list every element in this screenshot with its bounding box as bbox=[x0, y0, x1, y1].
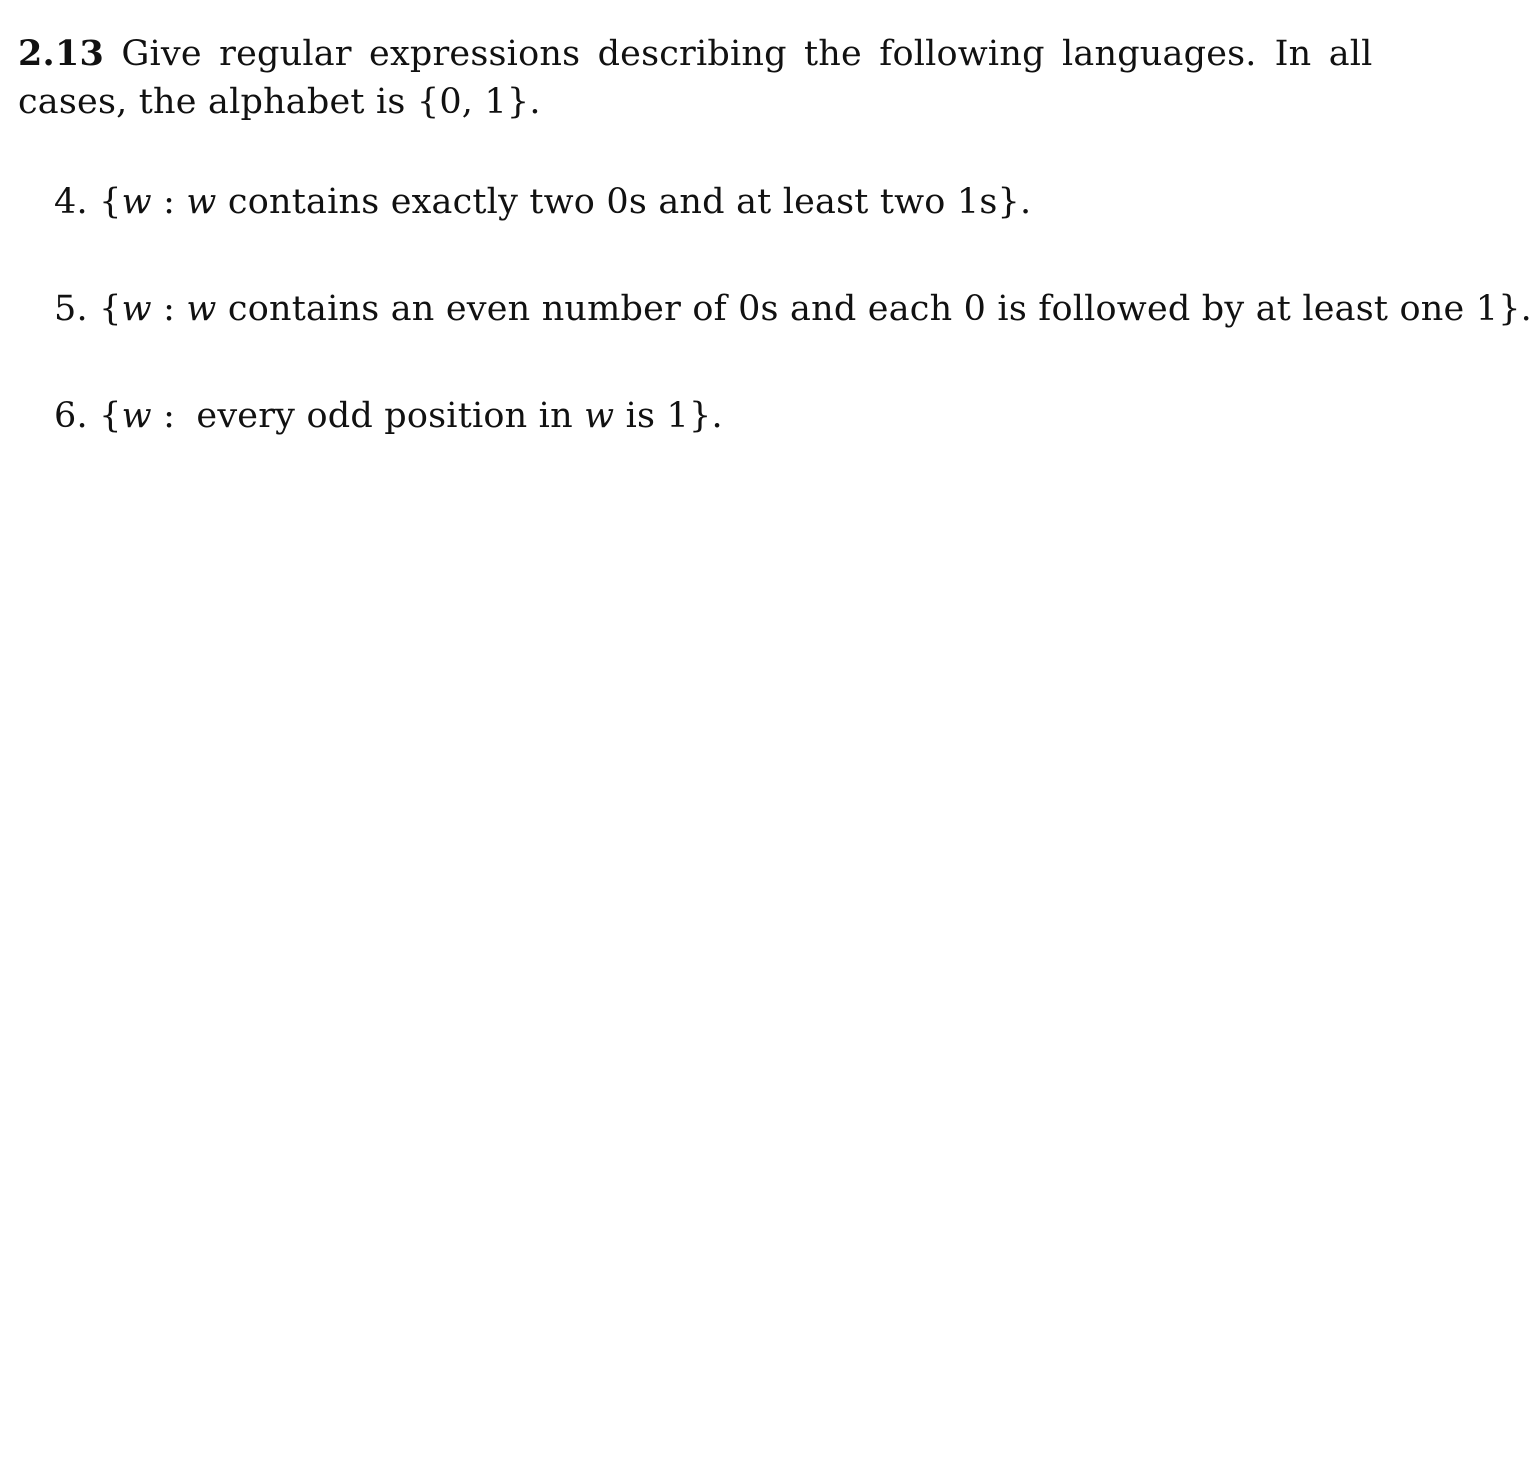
item-text: contains an even number of 0s and each 0 is followed by at least one 1 bbox=[227, 289, 1499, 329]
problem-intro-line-2 bbox=[18, 78, 541, 126]
problem-intro-text: Give regular expressions describing the following languages. bbox=[121, 34, 1257, 74]
set-colon: : bbox=[163, 289, 176, 329]
set-open-brace: { bbox=[99, 182, 122, 222]
math-variable-w: w bbox=[121, 289, 152, 329]
problem-intro-text-2: cases, the alphabet is {0, 1}. bbox=[18, 82, 541, 122]
problem-number: 2.13 bbox=[18, 33, 105, 74]
list-item-4 bbox=[54, 178, 1031, 226]
item-text: contains exactly two 0s and at least two 1s bbox=[227, 182, 998, 222]
set-close-brace: }. bbox=[997, 182, 1032, 222]
item-number: 6. bbox=[54, 396, 88, 436]
set-close-brace: }. bbox=[1498, 289, 1532, 329]
set-colon: : bbox=[163, 396, 176, 436]
math-variable-w: w bbox=[584, 396, 615, 436]
problem-intro-tail: In all bbox=[1274, 34, 1373, 74]
list-item-6 bbox=[54, 392, 723, 440]
list-item-5 bbox=[54, 285, 1532, 333]
item-text-after: is 1 bbox=[625, 396, 690, 436]
problem-intro-line-1 bbox=[18, 30, 1373, 78]
item-number: 5. bbox=[54, 289, 88, 329]
set-open-brace: { bbox=[99, 396, 122, 436]
set-colon: : bbox=[163, 182, 176, 222]
set-open-brace: { bbox=[99, 289, 122, 329]
math-variable-w: w bbox=[121, 182, 152, 222]
math-variable-w: w bbox=[121, 396, 152, 436]
set-close-brace: }. bbox=[689, 396, 723, 436]
math-variable-w: w bbox=[186, 289, 217, 329]
item-number: 4. bbox=[54, 182, 88, 222]
math-variable-w: w bbox=[186, 182, 217, 222]
item-text-before: every odd position in bbox=[196, 396, 573, 436]
